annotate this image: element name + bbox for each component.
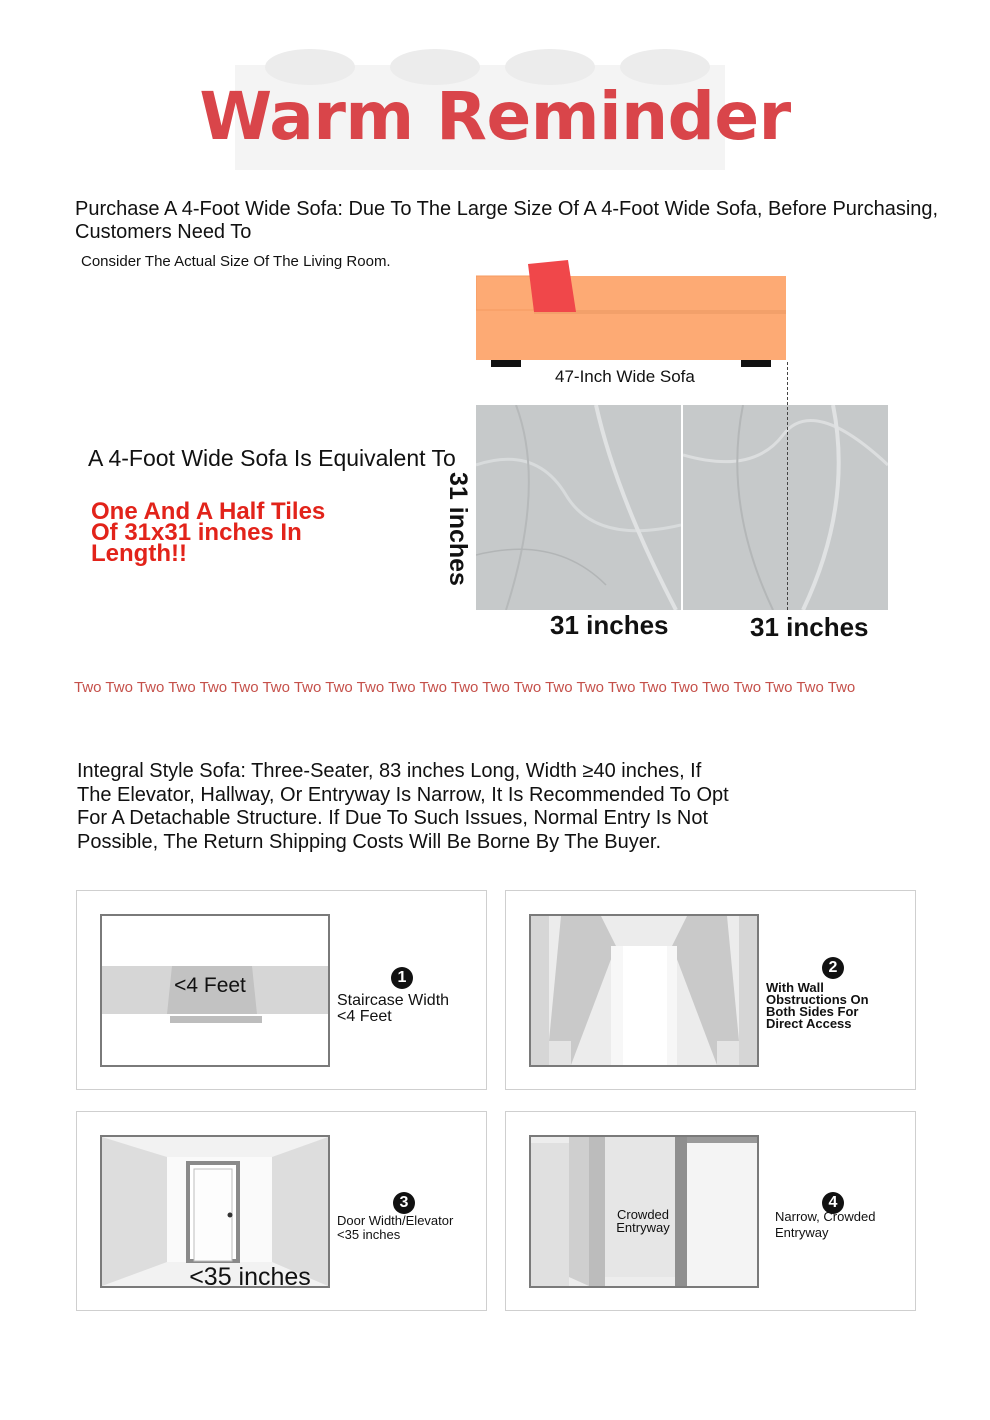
door-width-label: <35 inches xyxy=(189,1263,311,1286)
entryway-label-line-1: Crowded xyxy=(616,1207,670,1222)
intro-line-3: Consider The Actual Size Of The Living Room. xyxy=(81,253,391,270)
tile-height-label: 31 inches xyxy=(444,472,472,586)
equivalence-text: A 4-Foot Wide Sofa Is Equivalent To xyxy=(88,445,456,471)
staircase-width-label: <4 Feet xyxy=(174,974,246,997)
sofa-leg-right xyxy=(741,360,771,367)
number-badge-4: 4 xyxy=(822,1192,844,1214)
marble-tile-1 xyxy=(476,405,681,610)
sofa-edge-guide-line xyxy=(787,362,788,610)
card-wall-obstructions xyxy=(505,890,916,1090)
number-badge-3: 3 xyxy=(393,1192,415,1214)
card-caption-3: Door Width/Elevator <35 inches xyxy=(337,1213,454,1242)
intro-line-2: Customers Need To xyxy=(75,221,252,243)
intro-line-1: Purchase A 4-Foot Wide Sofa: Due To The Large Size Of A 4-Foot Wide Sofa, Before Purchasing, xyxy=(75,198,939,220)
number-badge-1: 1 xyxy=(391,967,413,989)
tile-width-label-1: 31 inches xyxy=(550,610,669,640)
staircase-illustration xyxy=(100,914,330,1067)
integral-sofa-notice: Integral Style Sofa: Three-Seater, 83 inches Long, Width ≥40 inches, If The Elevator, Hallway, Or Entryway Is Narrow, It Is Recommended To Opt For A Detachable Structure. If Due To Such Issues, Normal Entry Is Not Possible, The Return Shipping Costs Will Be Borne By The Buyer. xyxy=(77,760,729,853)
sofa-pillow xyxy=(528,260,576,312)
tile-width-label-2: 31 inches xyxy=(750,612,869,642)
sofa-leg-left xyxy=(491,360,521,367)
sofa-illustration xyxy=(476,260,788,370)
filler-text: Two Two Two Two Two Two Two Two Two Two Two Two Two Two Two Two Two Two Two Two Two Two Two Two Two xyxy=(74,679,856,696)
entryway-label-line-2: Entryway xyxy=(616,1220,670,1235)
card-crowded-entryway xyxy=(505,1111,916,1311)
number-badge-2: 2 xyxy=(822,957,844,979)
card-door-width xyxy=(76,1111,487,1311)
entryway-illustration xyxy=(529,1135,759,1288)
intro-text xyxy=(75,198,990,244)
hallway-illustration xyxy=(529,914,759,1067)
card-caption-4: Narrow, Crowded Entryway xyxy=(775,1209,876,1240)
page-title: Warm Reminder xyxy=(199,78,791,155)
door-illustration xyxy=(100,1135,330,1288)
card-caption-1: Staircase Width <4 Feet xyxy=(337,992,450,1025)
card-caption-2: With Wall Obstructions On Both Sides For Direct Access xyxy=(766,980,869,1031)
equivalence-highlight: One And A Half Tiles Of 31x31 inches In Length!! xyxy=(91,498,326,567)
card-staircase xyxy=(76,890,487,1090)
sofa-width-label: 47-Inch Wide Sofa xyxy=(555,367,695,386)
marble-tile-2 xyxy=(683,405,888,610)
